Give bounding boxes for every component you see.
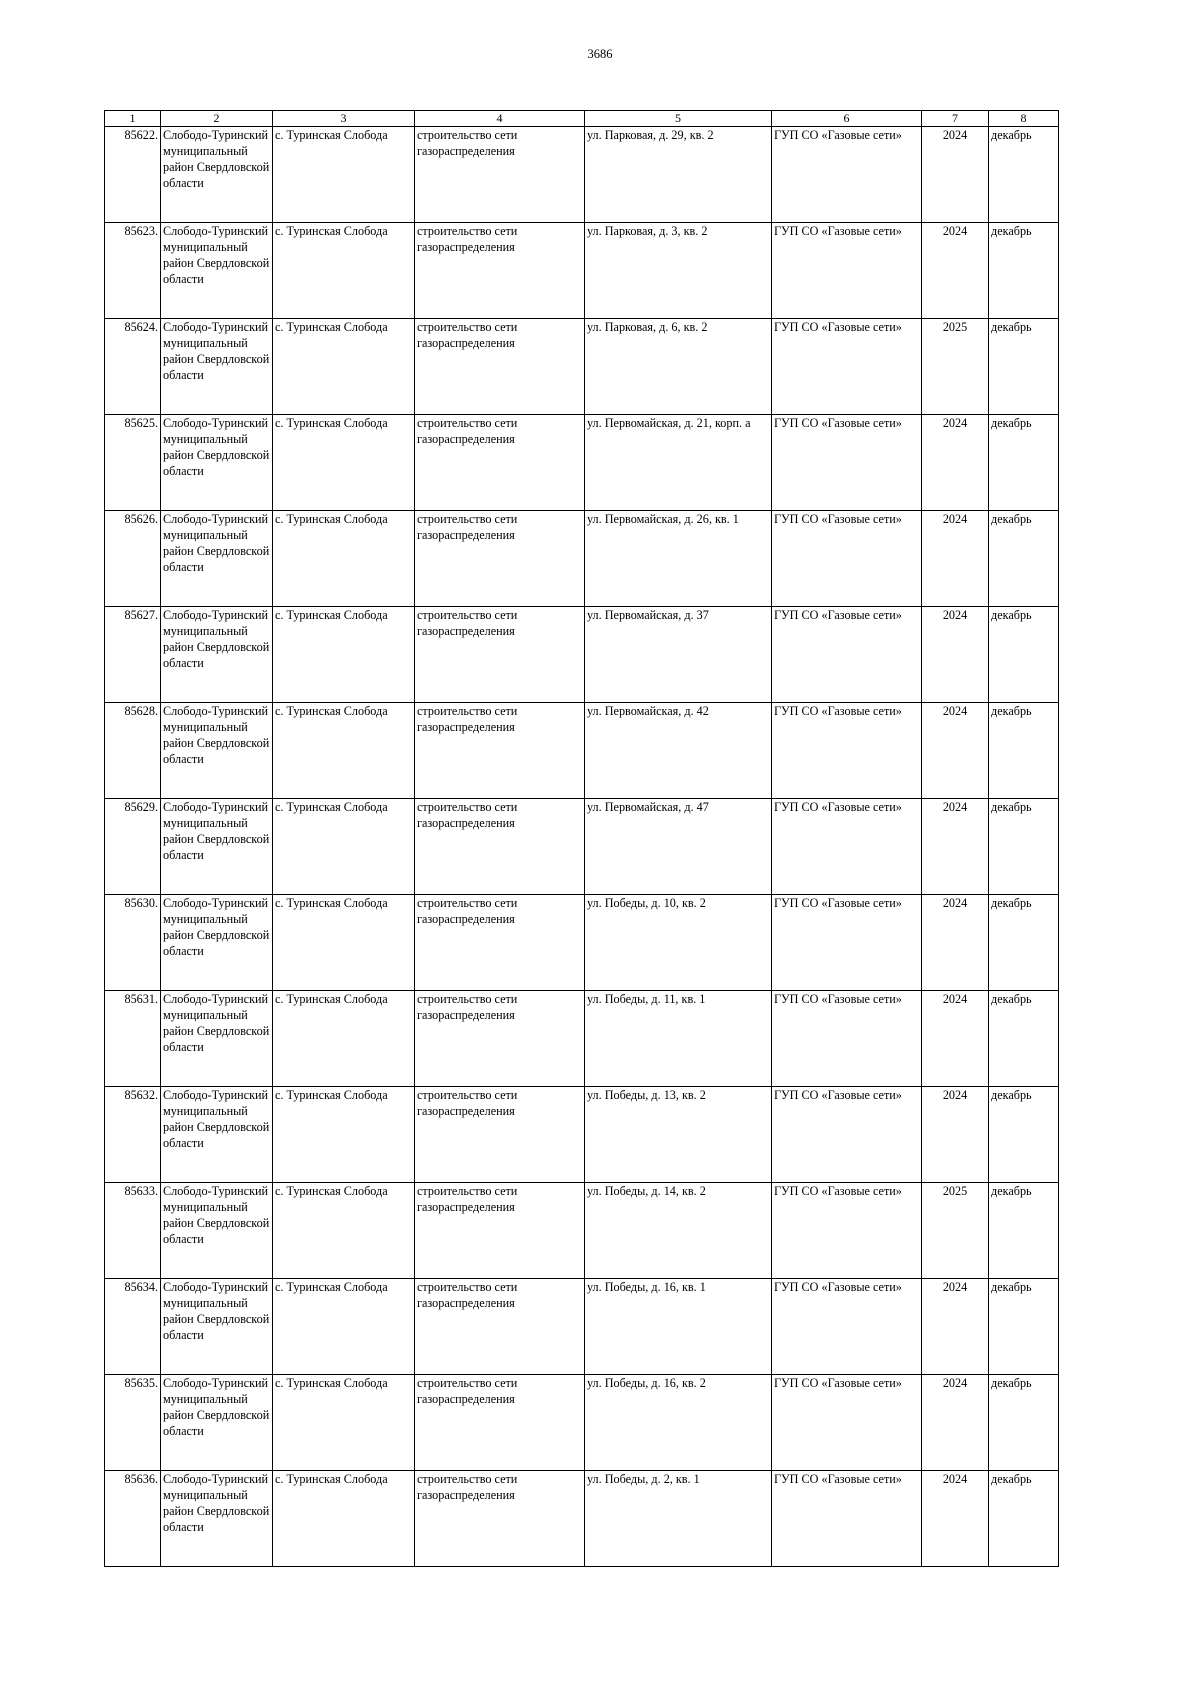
organization-cell: ГУП СО «Газовые сети»: [772, 127, 922, 223]
table-row: [105, 1471, 1059, 1567]
organization-cell: ГУП СО «Газовые сети»: [772, 895, 922, 991]
table-row: [105, 1375, 1059, 1471]
address-cell: ул. Парковая, д. 3, кв. 2: [585, 223, 772, 319]
year-cell: 2024: [922, 511, 989, 607]
work-type-cell: строительство сети газораспределения: [415, 895, 585, 991]
district-cell: Слободо-Туринский муниципальный район Свердловской области: [161, 1183, 273, 1279]
row-number: 85623.: [105, 223, 161, 319]
district-cell: Слободо-Туринский муниципальный район Свердловской области: [161, 607, 273, 703]
settlement-cell: с. Туринская Слобода: [273, 1183, 415, 1279]
month-cell: декабрь: [989, 991, 1059, 1087]
column-header: 2: [161, 111, 273, 127]
district-cell: Слободо-Туринский муниципальный район Свердловской области: [161, 1087, 273, 1183]
month-cell: декабрь: [989, 1471, 1059, 1567]
work-type-cell: строительство сети газораспределения: [415, 991, 585, 1087]
column-header: 7: [922, 111, 989, 127]
month-cell: декабрь: [989, 1279, 1059, 1375]
year-cell: 2024: [922, 223, 989, 319]
work-type-cell: строительство сети газораспределения: [415, 703, 585, 799]
table-row: [105, 127, 1059, 223]
table-row: [105, 607, 1059, 703]
row-number: 85624.: [105, 319, 161, 415]
year-cell: 2024: [922, 1375, 989, 1471]
organization-cell: ГУП СО «Газовые сети»: [772, 415, 922, 511]
organization-cell: ГУП СО «Газовые сети»: [772, 1183, 922, 1279]
table-row: [105, 799, 1059, 895]
address-cell: ул. Первомайская, д. 21, корп. а: [585, 415, 772, 511]
settlement-cell: с. Туринская Слобода: [273, 895, 415, 991]
table-row: [105, 1279, 1059, 1375]
month-cell: декабрь: [989, 415, 1059, 511]
district-cell: Слободо-Туринский муниципальный район Свердловской области: [161, 895, 273, 991]
column-header: 1: [105, 111, 161, 127]
settlement-cell: с. Туринская Слобода: [273, 1375, 415, 1471]
year-cell: 2024: [922, 1279, 989, 1375]
row-number: 85634.: [105, 1279, 161, 1375]
organization-cell: ГУП СО «Газовые сети»: [772, 511, 922, 607]
address-cell: ул. Первомайская, д. 37: [585, 607, 772, 703]
year-cell: 2024: [922, 1087, 989, 1183]
year-cell: 2024: [922, 607, 989, 703]
row-number: 85633.: [105, 1183, 161, 1279]
column-header: 5: [585, 111, 772, 127]
address-cell: ул. Победы, д. 10, кв. 2: [585, 895, 772, 991]
month-cell: декабрь: [989, 223, 1059, 319]
month-cell: декабрь: [989, 127, 1059, 223]
district-cell: Слободо-Туринский муниципальный район Свердловской области: [161, 127, 273, 223]
address-cell: ул. Победы, д. 16, кв. 1: [585, 1279, 772, 1375]
work-type-cell: строительство сети газораспределения: [415, 127, 585, 223]
table-row: [105, 223, 1059, 319]
year-cell: 2024: [922, 895, 989, 991]
column-header: 8: [989, 111, 1059, 127]
work-type-cell: строительство сети газораспределения: [415, 1183, 585, 1279]
column-header: 4: [415, 111, 585, 127]
row-number: 85628.: [105, 703, 161, 799]
year-cell: 2024: [922, 703, 989, 799]
year-cell: 2024: [922, 799, 989, 895]
row-number: 85630.: [105, 895, 161, 991]
page-number: 3686: [587, 47, 613, 61]
settlement-cell: с. Туринская Слобода: [273, 607, 415, 703]
settlement-cell: с. Туринская Слобода: [273, 511, 415, 607]
row-number: 85631.: [105, 991, 161, 1087]
district-cell: Слободо-Туринский муниципальный район Свердловской области: [161, 1279, 273, 1375]
organization-cell: ГУП СО «Газовые сети»: [772, 1375, 922, 1471]
work-type-cell: строительство сети газораспределения: [415, 223, 585, 319]
row-number: 85632.: [105, 1087, 161, 1183]
settlement-cell: с. Туринская Слобода: [273, 991, 415, 1087]
month-cell: декабрь: [989, 319, 1059, 415]
organization-cell: ГУП СО «Газовые сети»: [772, 799, 922, 895]
table-header: [105, 111, 1059, 127]
month-cell: декабрь: [989, 703, 1059, 799]
year-cell: 2024: [922, 991, 989, 1087]
row-number: 85629.: [105, 799, 161, 895]
work-type-cell: строительство сети газораспределения: [415, 1375, 585, 1471]
table-row: [105, 895, 1059, 991]
settlement-cell: с. Туринская Слобода: [273, 703, 415, 799]
settlement-cell: с. Туринская Слобода: [273, 1471, 415, 1567]
organization-cell: ГУП СО «Газовые сети»: [772, 1279, 922, 1375]
work-type-cell: строительство сети газораспределения: [415, 319, 585, 415]
settlement-cell: с. Туринская Слобода: [273, 1087, 415, 1183]
register-table: [104, 110, 1059, 1567]
organization-cell: ГУП СО «Газовые сети»: [772, 607, 922, 703]
address-cell: ул. Парковая, д. 6, кв. 2: [585, 319, 772, 415]
address-cell: ул. Парковая, д. 29, кв. 2: [585, 127, 772, 223]
settlement-cell: с. Туринская Слобода: [273, 223, 415, 319]
month-cell: декабрь: [989, 1375, 1059, 1471]
work-type-cell: строительство сети газораспределения: [415, 1279, 585, 1375]
column-header: 6: [772, 111, 922, 127]
month-cell: декабрь: [989, 895, 1059, 991]
settlement-cell: с. Туринская Слобода: [273, 415, 415, 511]
table-body: [105, 127, 1059, 1567]
table-row: [105, 511, 1059, 607]
district-cell: Слободо-Туринский муниципальный район Свердловской области: [161, 511, 273, 607]
year-cell: 2025: [922, 319, 989, 415]
organization-cell: ГУП СО «Газовые сети»: [772, 319, 922, 415]
district-cell: Слободо-Туринский муниципальный район Свердловской области: [161, 1471, 273, 1567]
row-number: 85627.: [105, 607, 161, 703]
row-number: 85625.: [105, 415, 161, 511]
work-type-cell: строительство сети газораспределения: [415, 511, 585, 607]
settlement-cell: с. Туринская Слобода: [273, 799, 415, 895]
year-cell: 2025: [922, 1183, 989, 1279]
settlement-cell: с. Туринская Слобода: [273, 1279, 415, 1375]
work-type-cell: строительство сети газораспределения: [415, 799, 585, 895]
table-row: [105, 319, 1059, 415]
address-cell: ул. Победы, д. 2, кв. 1: [585, 1471, 772, 1567]
table-row: [105, 1183, 1059, 1279]
table-row: [105, 1087, 1059, 1183]
year-cell: 2024: [922, 1471, 989, 1567]
month-cell: декабрь: [989, 799, 1059, 895]
address-cell: ул. Первомайская, д. 26, кв. 1: [585, 511, 772, 607]
table-row: [105, 991, 1059, 1087]
row-number: 85622.: [105, 127, 161, 223]
district-cell: Слободо-Туринский муниципальный район Свердловской области: [161, 415, 273, 511]
district-cell: Слободо-Туринский муниципальный район Свердловской области: [161, 1375, 273, 1471]
month-cell: декабрь: [989, 1087, 1059, 1183]
work-type-cell: строительство сети газораспределения: [415, 1471, 585, 1567]
district-cell: Слободо-Туринский муниципальный район Свердловской области: [161, 799, 273, 895]
year-cell: 2024: [922, 127, 989, 223]
settlement-cell: с. Туринская Слобода: [273, 127, 415, 223]
row-number: 85635.: [105, 1375, 161, 1471]
month-cell: декабрь: [989, 607, 1059, 703]
organization-cell: ГУП СО «Газовые сети»: [772, 703, 922, 799]
address-cell: ул. Победы, д. 13, кв. 2: [585, 1087, 772, 1183]
address-cell: ул. Победы, д. 14, кв. 2: [585, 1183, 772, 1279]
district-cell: Слободо-Туринский муниципальный район Свердловской области: [161, 319, 273, 415]
header-row: [105, 111, 1059, 127]
column-header: 3: [273, 111, 415, 127]
settlement-cell: с. Туринская Слобода: [273, 319, 415, 415]
work-type-cell: строительство сети газораспределения: [415, 1087, 585, 1183]
address-cell: ул. Первомайская, д. 47: [585, 799, 772, 895]
table-row: [105, 415, 1059, 511]
year-cell: 2024: [922, 415, 989, 511]
row-number: 85636.: [105, 1471, 161, 1567]
address-cell: ул. Победы, д. 11, кв. 1: [585, 991, 772, 1087]
organization-cell: ГУП СО «Газовые сети»: [772, 223, 922, 319]
address-cell: ул. Победы, д. 16, кв. 2: [585, 1375, 772, 1471]
organization-cell: ГУП СО «Газовые сети»: [772, 1471, 922, 1567]
month-cell: декабрь: [989, 1183, 1059, 1279]
address-cell: ул. Первомайская, д. 42: [585, 703, 772, 799]
district-cell: Слободо-Туринский муниципальный район Свердловской области: [161, 703, 273, 799]
month-cell: декабрь: [989, 511, 1059, 607]
row-number: 85626.: [105, 511, 161, 607]
work-type-cell: строительство сети газораспределения: [415, 607, 585, 703]
table-row: [105, 703, 1059, 799]
organization-cell: ГУП СО «Газовые сети»: [772, 991, 922, 1087]
work-type-cell: строительство сети газораспределения: [415, 415, 585, 511]
organization-cell: ГУП СО «Газовые сети»: [772, 1087, 922, 1183]
district-cell: Слободо-Туринский муниципальный район Свердловской области: [161, 223, 273, 319]
district-cell: Слободо-Туринский муниципальный район Свердловской области: [161, 991, 273, 1087]
